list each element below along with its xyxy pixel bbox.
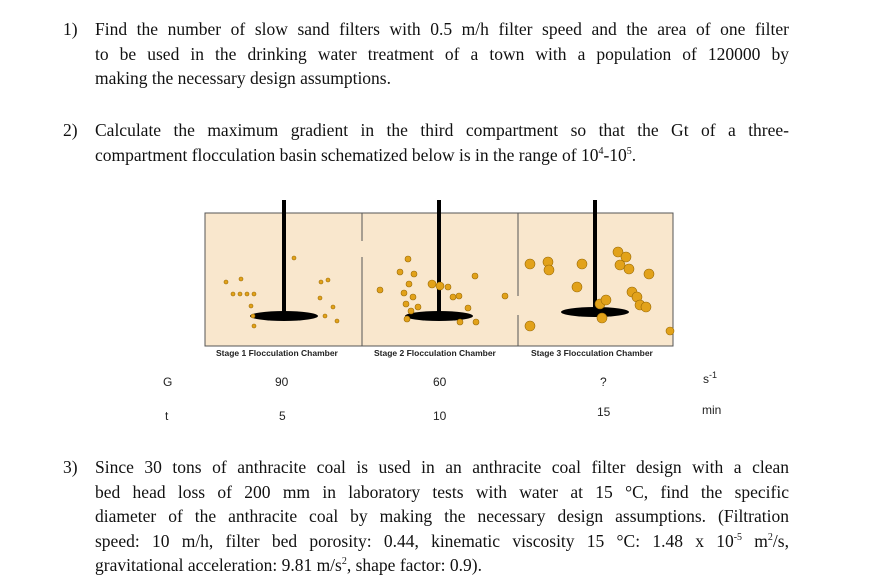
floc-particle bbox=[252, 292, 256, 296]
floc-particle bbox=[641, 302, 651, 312]
basin-tank bbox=[205, 213, 673, 346]
floc-particle bbox=[318, 296, 322, 300]
floc-particle bbox=[403, 301, 409, 307]
floc-particle bbox=[319, 280, 323, 284]
floc-particle bbox=[615, 260, 625, 270]
floc-particle bbox=[335, 319, 339, 323]
floc-particle bbox=[450, 294, 456, 300]
floc-particle bbox=[644, 269, 654, 279]
range-end: . bbox=[631, 144, 637, 165]
t-unit: min bbox=[702, 403, 722, 417]
t-value-stage-1: 5 bbox=[279, 409, 286, 423]
floc-particle bbox=[251, 314, 255, 318]
range-separator: - bbox=[603, 144, 610, 165]
floc-particle bbox=[601, 295, 611, 305]
range-exponent: 4 bbox=[598, 145, 604, 157]
floc-particle bbox=[457, 319, 463, 325]
floc-particle bbox=[428, 280, 436, 288]
question-line: Find the number of slow sand filters with 0.5 m/h filter speed and the area of one filter bbox=[95, 19, 789, 39]
question-1 bbox=[63, 17, 789, 91]
floc-particle bbox=[415, 304, 421, 310]
floc-particle bbox=[465, 305, 471, 311]
floc-particle bbox=[397, 269, 403, 275]
floc-particle bbox=[544, 265, 554, 275]
floc-particle bbox=[525, 259, 535, 269]
floc-particle bbox=[627, 287, 637, 297]
paddle-stage-1 bbox=[250, 200, 318, 321]
floc-particle bbox=[597, 313, 607, 323]
g-value-stage-1: 90 bbox=[275, 375, 289, 389]
question-number: 2) bbox=[63, 120, 78, 140]
floc-particle bbox=[621, 252, 631, 262]
floc-particle bbox=[404, 316, 410, 322]
g-unit bbox=[703, 372, 717, 386]
floc-particle bbox=[326, 278, 330, 282]
floc-particle bbox=[445, 284, 451, 290]
stage-label-2: Stage 2 Flocculation Chamber bbox=[374, 348, 496, 358]
row-label-g: G bbox=[163, 375, 173, 389]
floc-particle bbox=[245, 292, 249, 296]
floc-particle bbox=[543, 257, 553, 267]
paddle-stage-3 bbox=[561, 200, 629, 317]
floc-particle bbox=[231, 292, 235, 296]
floc-particle bbox=[239, 277, 243, 281]
floc-particle bbox=[405, 256, 411, 262]
question-line: speed: 10 m/h, filter bed porosity: 0.44, kinematic viscosity 15 °C: 1.48 x $10^{-5}$ $m^2/s$, bbox=[95, 530, 789, 551]
unit-base: s bbox=[703, 372, 709, 386]
question-line: to be used in the drinking water treatment of a town with a population of 120000 by bbox=[95, 43, 789, 64]
question-line bbox=[95, 143, 789, 168]
question-text: compartment flocculation basin schematized below is in the range of bbox=[95, 144, 577, 165]
floc-particle bbox=[406, 281, 412, 287]
g-value-stage-2: 60 bbox=[433, 375, 447, 389]
floc-particle bbox=[666, 327, 674, 335]
floc-particle bbox=[436, 282, 444, 290]
floc-particle bbox=[238, 292, 242, 296]
floc-particle bbox=[632, 292, 642, 302]
floc-particle bbox=[502, 293, 508, 299]
stage-label-1: Stage 1 Flocculation Chamber bbox=[216, 348, 338, 358]
floc-particle bbox=[473, 319, 479, 325]
g-value-stage-3: ? bbox=[600, 375, 607, 389]
question-line: diameter of the anthracite coal by making the necessary design assumptions. (Filtration bbox=[95, 506, 789, 526]
t-value-stage-2: 10 bbox=[433, 409, 447, 423]
stage-label-3: Stage 3 Flocculation Chamber bbox=[531, 348, 653, 358]
floc-particle bbox=[323, 314, 327, 318]
floc-particle bbox=[595, 299, 605, 309]
floc-particle bbox=[472, 273, 478, 279]
floc-particle bbox=[401, 290, 407, 296]
question-line: bed head loss of 200 mm in laboratory tests with water at 15 °C, find the specific bbox=[95, 481, 789, 502]
range-base: 10 bbox=[609, 144, 627, 165]
range-exponent: 5 bbox=[626, 145, 632, 157]
floc-particle bbox=[635, 300, 645, 310]
floc-particle bbox=[613, 247, 623, 257]
range-base: 10 bbox=[580, 144, 599, 165]
floc-particle bbox=[525, 321, 535, 331]
floc-particle bbox=[292, 256, 296, 260]
floc-particle bbox=[377, 287, 383, 293]
question-line: Calculate the maximum gradient in the third compartment so that the Gt of a three- bbox=[95, 120, 789, 140]
question-3 bbox=[63, 455, 789, 578]
unit-exponent: -1 bbox=[709, 370, 718, 380]
t-value-stage-3: 15 bbox=[597, 405, 611, 419]
floc-particle bbox=[624, 264, 634, 274]
question-number: 3) bbox=[63, 457, 78, 477]
paddle-stage-2 bbox=[405, 200, 473, 321]
floc-particle bbox=[249, 304, 253, 308]
floc-particle bbox=[577, 259, 587, 269]
floc-particle bbox=[411, 271, 417, 277]
floc-particle bbox=[408, 308, 414, 314]
question-number: 1) bbox=[63, 19, 78, 39]
floc-particle bbox=[252, 324, 256, 328]
floc-particles bbox=[224, 247, 674, 335]
row-label-t: t bbox=[165, 409, 169, 423]
question-line: making the necessary design assumptions. bbox=[95, 68, 391, 88]
question-2 bbox=[63, 118, 789, 167]
floc-particle bbox=[572, 282, 582, 292]
floc-particle bbox=[224, 280, 228, 284]
floc-particle bbox=[331, 305, 335, 309]
floc-particle bbox=[410, 294, 416, 300]
question-line: Since 30 tons of anthracite coal is used in an anthracite coal filter design with a clean bbox=[95, 457, 789, 477]
floc-particle bbox=[456, 293, 462, 299]
question-line: gravitational acceleration: 9.81 $m/s^2$, shape factor: 0.9). bbox=[95, 555, 482, 575]
